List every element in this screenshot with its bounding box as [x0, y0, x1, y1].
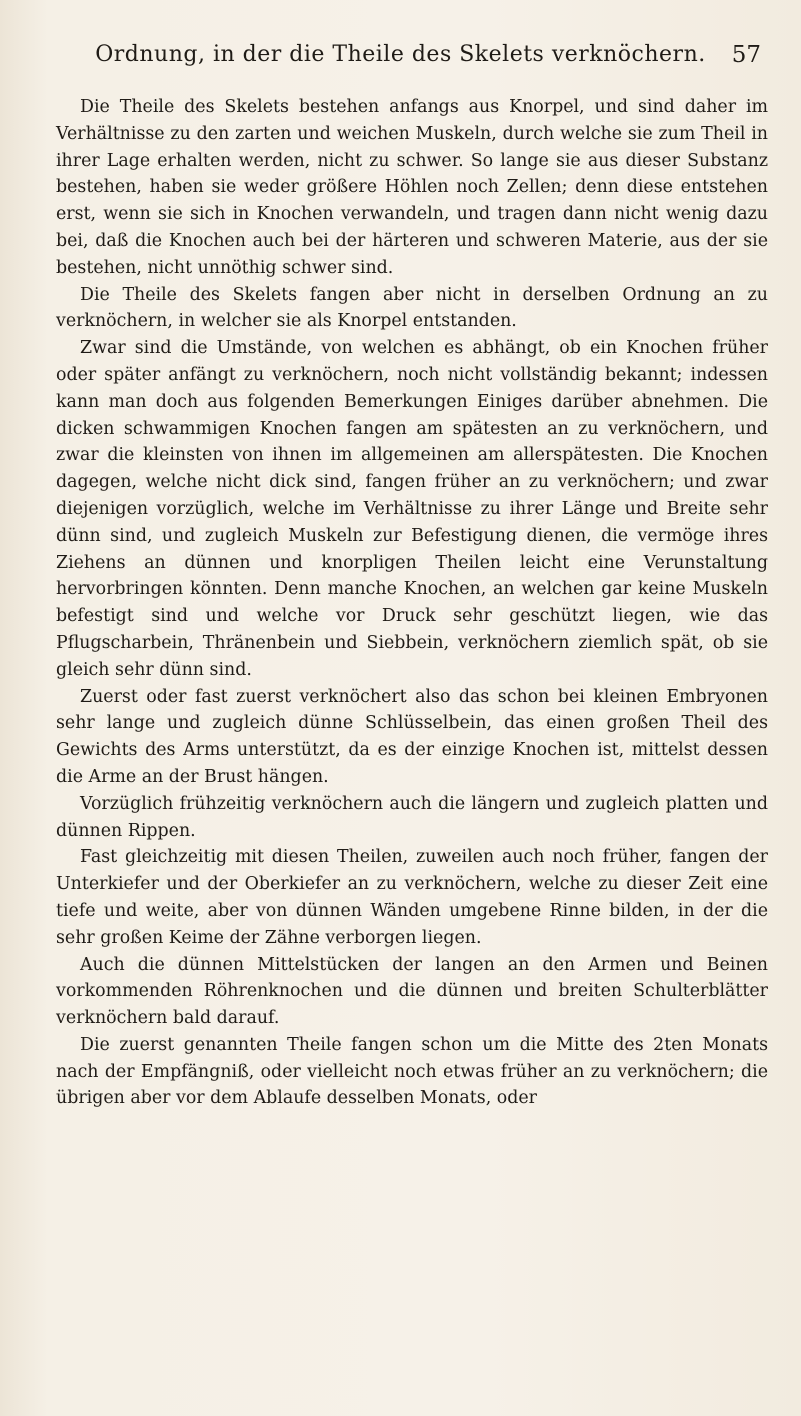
paragraph-6: Fast gleichzeitig mit diesen Theilen, zuweilen auch noch früher, fangen der Unterkiefer und der Oberkiefer an zu verknöchern, welche zu dieser Zeit eine tiefe und weite, aber von dünnen Wänden umgebene Rinne bilden, in der die sehr großen Keime der Zähne verborgen liegen. [56, 847, 768, 948]
body-text [56, 94, 768, 1112]
paragraph-1: Die Theile des Skelets bestehen anfangs aus Knorpel, und sind daher im Verhältnisse zu den zarten und weichen Muskeln, durch welche sie zum Theil in ihrer Lage erhalten werden, nicht zu schwer. So lange sie aus dieser Substanz bestehen, haben sie weder größere Höhlen noch Zellen; denn diese entstehen erst, wenn sie sich in Knochen verwandeln, und tragen dann nicht wenig dazu bei, daß die Knochen auch bei der härteren und schweren Materie, aus der sie bestehen, nicht unnöthig schwer sind. [56, 97, 768, 278]
page-header [40, 42, 761, 76]
paragraph-5: Vorzüglich frühzeitig verknöchern auch die längern und zugleich platten und dünnen Rippen. [56, 793, 768, 841]
paragraph-2: Die Theile des Skelets fangen aber nicht in derselben Ordnung an zu verknöchern, in welcher sie als Knorpel entstanden. [56, 284, 768, 332]
paragraph-7: Auch die dünnen Mittelstücken der langen an den Armen und Beinen vorkommenden Röhrenknochen und die dünnen und breiten Schulterblätter verknöchern bald darauf. [56, 954, 768, 1029]
paragraph-3: Zwar sind die Umstände, von welchen es abhängt, ob ein Knochen früher oder später anfängt zu verknöchern, noch nicht vollständig bekannt; indessen kann man doch aus folgenden Bemerkungen Einiges darüber abnehmen. Die dicken schwammigen Knochen fangen am spätesten an zu verknöchern, und zwar die kleinsten von ihnen im allgemeinen am allerspätesten. Die Knochen dagegen, welche nicht dick sind, fangen früher an zu verknöchern; und zwar diejenigen vorzüglich, welche im Verhältnisse zu ihrer Länge und Breite sehr dünn sind, und zugleich Muskeln zur Befestigung dienen, die vermöge ihres Ziehens an dünnen und knorpligen Theilen leicht eine Verunstaltung hervorbringen könnten. Denn manche Knochen, an welchen gar keine Muskeln befestigt sind und welche vor Druck sehr geschützt liegen, wie das Pflugscharbein, Thränenbein und Siebbein, verknöchern ziemlich spät, ob sie gleich sehr dünn sind. [56, 338, 768, 680]
paragraph-4: Zuerst oder fast zuerst verknöchert also das schon bei kleinen Embryonen sehr lange und zugleich dünne Schlüsselbein, das einen großen Theil des Gewichts des Arms unterstützt, da es der einzige Knochen ist, mittelst dessen die Arme an der Brust hängen. [56, 686, 768, 787]
running-head: Ordnung, in der die Theile des Skelets verknöchern. [95, 42, 706, 67]
page-number: 57 [731, 42, 761, 68]
paragraph-8: Die zuerst genannten Theile fangen schon um die Mitte des 2ten Monats nach der Empfängniß, oder vielleicht noch etwas früher an zu verknöchern; die übrigen aber vor dem Ablaufe desselben Monats, oder [56, 1034, 768, 1109]
